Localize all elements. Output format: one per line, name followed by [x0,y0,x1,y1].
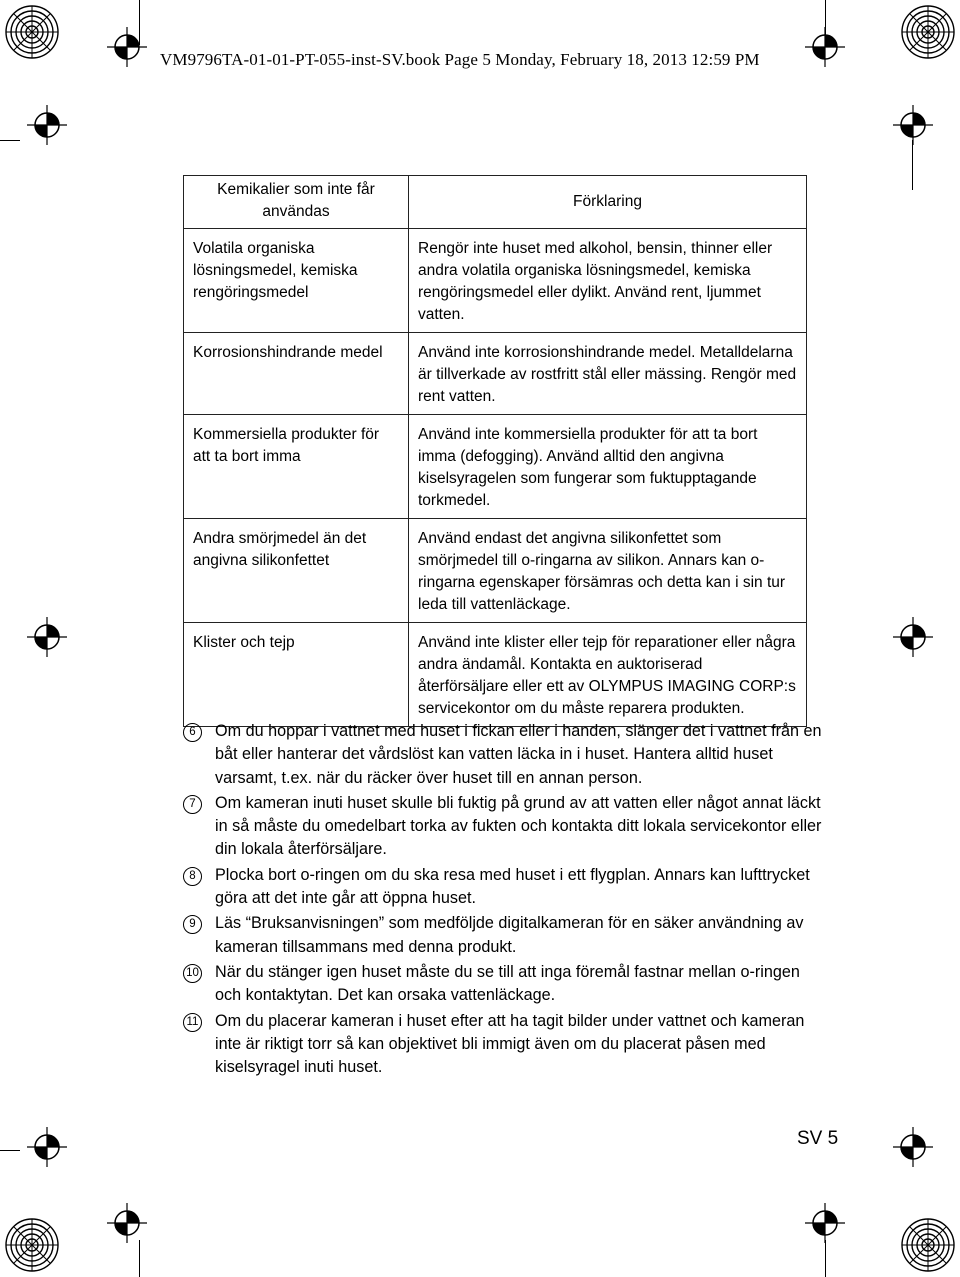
chemical-cell: Kommersiella produkter för att ta bort imma [184,415,409,519]
trim-line-left-bottom [139,1240,140,1277]
note-text: När du stänger igen huset måste du se till att inga föremål fastnar mellan o-ringen och kontaktytan. Det kan orsaka vattenläckage. [215,962,800,1005]
chemical-cell: Andra smörjmedel än det angivna silikonfettet [184,519,409,623]
circled-number-6: 6 [183,723,202,742]
crosshair-mark-bottom-left-1 [107,1203,147,1243]
crosshair-mark-bottom-left-2 [27,1127,67,1167]
table-row [184,415,807,519]
table-row [184,229,807,333]
chemical-cell: Volatila organiska lösningsmedel, kemiska rengöringsmedel [184,229,409,333]
crosshair-mark-top-right-1 [805,27,845,67]
trim-line-right-bottom [825,1240,826,1277]
crosshair-mark-bottom-right-1 [805,1203,845,1243]
list-item [183,864,823,911]
chemicals-table [183,175,807,727]
crosshair-mark-top-left-1 [107,27,147,67]
crosshair-mark-mid-left [27,617,67,657]
circled-number-9: 9 [183,915,202,934]
list-item [183,961,823,1008]
note-text: Om du placerar kameran i huset efter att ha tagit bilder under vattnet och kameran inte är riktigt torr så kan objektivet bli immigt även om du placerat påsen med kiselsyragel inuti huset. [215,1011,805,1077]
crosshair-mark-mid-right [893,617,933,657]
explanation-cell: Använd inte korrosionshindrande medel. Metalldelarna är tillverkade av rostfritt stål eller mässing. Rengör med rent vatten. [409,333,807,415]
list-item [183,792,823,862]
note-text: Plocka bort o-ringen om du ska resa med huset i ett flygplan. Annars kan lufttrycket göra att det inte går att öppna huset. [215,865,810,908]
circled-number-8: 8 [183,867,202,886]
note-text: Läs “Bruksanvisningen” som medföljde digitalkameran för en säker användning av kameran tillsammans med denna produkt. [215,914,804,956]
chemical-cell: Klister och tejp [184,623,409,727]
registration-mark-top-left [2,2,62,62]
notes-list [183,720,823,1081]
column-header-chemicals: Kemikalier som inte får användas [184,176,409,229]
table-header-row [184,176,807,229]
crosshair-mark-top-left-2 [27,105,67,145]
table-row [184,333,807,415]
page-number: SV 5 [797,1128,839,1149]
circled-number-7: 7 [183,795,202,814]
list-item [183,720,823,790]
list-item [183,912,823,959]
table-row [184,623,807,727]
registration-mark-top-right [898,2,958,62]
trim-line-far-right [912,140,913,190]
list-item [183,1010,823,1080]
explanation-cell: Använd inte kommersiella produkter för att ta bort imma (defogging). Använd alltid den angivna kiselsyragelen som fungerar som fuktupptagande torkmedel. [409,415,807,519]
book-page-header: VM9796TA-01-01-PT-055-inst-SV.book Page 5 Monday, February 18, 2013 12:59 PM [160,50,760,69]
registration-mark-bottom-left [2,1215,62,1275]
note-text: Om kameran inuti huset skulle bli fuktig på grund av att vatten eller något annat läckt in så måste du omedelbart torka av fukten och kontakta ditt lokala servicekontor eller din lokala återförsäljare. [215,793,822,859]
crosshair-mark-bottom-right-2 [893,1127,933,1167]
explanation-cell: Rengör inte huset med alkohol, bensin, thinner eller andra volatila organiska lösningsmedel, kemiska rengöringsmedel eller dylikt. Använd rent, ljummet vatten. [409,229,807,333]
crosshair-mark-top-right-2 [893,105,933,145]
explanation-cell: Använd endast det angivna silikonfettet som smörjmedel till o-ringarna av silikon. Annars kan o-ringarna egenskaper försämras och detta kan i sin tur leda till vattenläckage. [409,519,807,623]
trim-line-top-left [0,140,20,141]
trim-line-bottom-left [0,1150,20,1151]
note-text: Om du hoppar i vattnet med huset i fickan eller i handen, slänger det i vattnet från en båt eller hanterar det vårdslöst kan vatten läcka in i huset. Hantera alltid huset varsamt, t.ex. när du räcker över huset till en annan person. [215,722,822,787]
table-row [184,519,807,623]
circled-number-11: 11 [183,1013,202,1032]
registration-mark-bottom-right [898,1215,958,1275]
chemical-cell: Korrosionshindrande medel [184,333,409,415]
column-header-explanation: Förklaring [409,176,807,229]
explanation-cell: Använd inte klister eller tejp för reparationer eller några andra ändamål. Kontakta en auktoriserad återförsäljare eller ett av OLYMPUS IMAGING CORP:s servicekontor om du måste reparera produkten. [409,623,807,727]
circled-number-10: 10 [183,964,202,983]
